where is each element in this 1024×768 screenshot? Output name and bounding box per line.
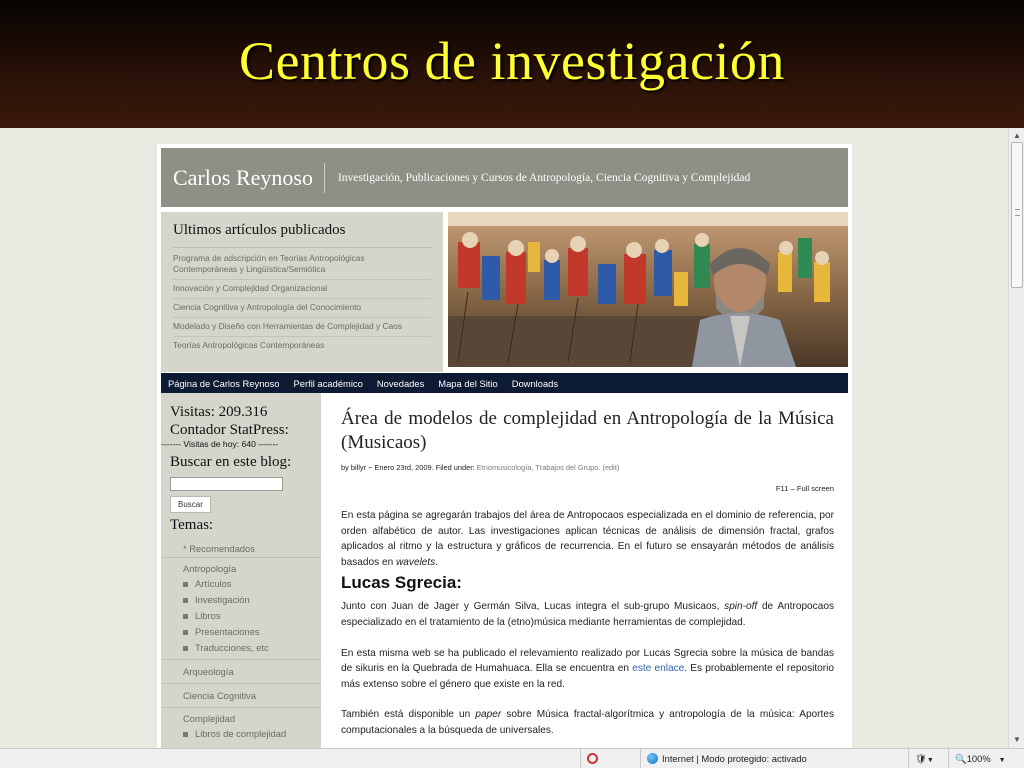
tema-ciencia-cognitiva[interactable]: Ciencia Cognitiva xyxy=(161,684,321,708)
tema-sub-item[interactable]: Libros de complejidad xyxy=(161,726,321,742)
tema-sub-item[interactable]: Libros xyxy=(161,608,321,624)
fullscreen-hint: F11 – Full screen xyxy=(775,484,834,493)
latest-articles-box xyxy=(161,212,443,372)
zoom-control[interactable]: 🔍100% ▼ xyxy=(948,749,1024,768)
bullet-icon xyxy=(183,598,188,603)
tema-group-complejidad xyxy=(161,708,321,745)
sidebar xyxy=(161,393,321,748)
tema-sub-item[interactable]: Investigación xyxy=(161,592,321,608)
article xyxy=(341,407,834,748)
grip-icon xyxy=(1015,209,1020,216)
tema-arqueologia[interactable]: Arqueología xyxy=(161,660,321,684)
bullet-icon xyxy=(183,732,188,737)
chevron-down-icon: ▼ xyxy=(926,757,934,764)
tema-complejidad[interactable]: Complejidad xyxy=(183,713,236,724)
article-paragraph: Junto con Juan de Jager y Germán Silva, Lucas integra el sub-grupo Musicaos, spin-off de Antropocaos especializado en el tratamiento de la (etno)música mediante herramientas de complejidad. xyxy=(341,601,834,628)
search-heading: Buscar en este blog: xyxy=(170,454,292,470)
article-paragraph: En esta misma web se ha publicado el relevamiento realizado por Lucas Sgrecia sobre la música de bandas de sikuris en la Quebrada de Humahuaca. Ella se encuentra en este enlace. Es probablemente el repositorio más extenso sobre el género que existe en la red. xyxy=(341,647,834,690)
bullet-icon xyxy=(183,614,188,619)
visits-count: Visitas: 209.316 xyxy=(170,404,268,420)
site-name[interactable]: Carlos Reynoso xyxy=(161,163,325,193)
scroll-thumb[interactable] xyxy=(1011,142,1023,288)
bullet-icon xyxy=(183,646,188,651)
security-zone[interactable]: Internet | Modo protegido: activado xyxy=(640,749,908,768)
latest-article-link[interactable]: Ciencia Cognitiva y Antropología del Conocimiento xyxy=(173,299,431,318)
browser-viewport xyxy=(0,128,1024,748)
nav-bar xyxy=(161,373,848,393)
latest-article-link[interactable]: Modelado y Diseño con Herramientas de Complejidad y Caos xyxy=(173,318,431,337)
nav-item-home[interactable]: Página de Carlos Reynoso xyxy=(168,377,280,389)
latest-article-link[interactable]: Teorías Antropológicas Contemporáneas xyxy=(173,340,325,350)
este-enlace-link[interactable]: este enlace xyxy=(632,663,685,675)
statpress-label: Contador StatPress: xyxy=(170,422,289,438)
slide-header xyxy=(0,0,1024,128)
shield-icon: 🛡 xyxy=(915,753,927,764)
tema-sub-item[interactable]: Presentaciones xyxy=(161,624,321,640)
visits-today: ------- Visitas de hoy: 640 ------- xyxy=(161,439,279,449)
privacy-icon xyxy=(587,753,598,764)
bullet-icon xyxy=(183,582,188,587)
privacy-section[interactable] xyxy=(580,749,640,768)
nav-item-sitemap[interactable]: Mapa del Sitio xyxy=(438,377,498,389)
temas-list xyxy=(161,540,321,745)
nav-item-profile[interactable]: Perfil académico xyxy=(293,377,363,389)
site-tagline: Investigación, Publicaciones y Cursos de Antropología, Ciencia Cognitiva y Complejidad xyxy=(337,171,751,184)
vertical-scrollbar[interactable] xyxy=(1008,128,1024,748)
article-paragraph: En esta página se agregarán trabajos del área de Antropocaos especializada en el dominio de referencia, por orden alfabético de autor. Las investigaciones aplican técnicas de análisis de dimensión fractal, grafos aplicados al ritmo y la estructura y gráficos de recurrencia. En el futuro se ensayarán métodos de análisis basados en wavelets. xyxy=(341,510,834,568)
bullet-icon xyxy=(183,630,188,635)
temas-heading: Temas: xyxy=(170,517,214,533)
nav-item-downloads[interactable]: Downloads xyxy=(511,377,559,389)
web-page xyxy=(157,144,852,748)
tema-sub-item[interactable]: Artículos xyxy=(161,576,321,592)
latest-article-link[interactable]: Innovación y Complejidad Organizacional xyxy=(173,280,431,299)
latest-article-link[interactable]: Programa de adscripción en Teorías Antropológicas Contemporáneas y Lingüística/Semiótica xyxy=(173,250,431,280)
article-categories[interactable]: Etnomusicología, Trabajos del Grupo. (edit) xyxy=(476,463,620,472)
scroll-down-icon[interactable]: ▼ xyxy=(1013,735,1021,744)
article-paragraph: También está disponible un paper sobre Música fractal-algorítmica y antropología de la música: Aportes computacionales a la búsqueda de universales. xyxy=(341,709,834,736)
slide-title: Centros de investigación xyxy=(239,31,785,91)
chevron-down-icon: ▼ xyxy=(998,757,1006,764)
tema-group-antropologia xyxy=(161,558,321,660)
article-title: Área de modelos de complejidad en Antropología de la Música (Musicaos) xyxy=(341,408,834,453)
search-input[interactable] xyxy=(170,477,283,491)
article-subheading: Lucas Sgrecia: xyxy=(341,573,462,593)
latest-articles-title: Ultimos artículos publicados xyxy=(173,222,431,248)
zoom-icon: 🔍 xyxy=(955,753,967,764)
search-button[interactable]: Buscar xyxy=(170,496,211,513)
tema-recomendados[interactable]: * Recomendados xyxy=(161,540,321,558)
globe-icon xyxy=(647,753,658,764)
nav-item-news[interactable]: Novedades xyxy=(376,377,425,389)
article-meta: by billyr ~ Enero 23rd, 2009. Filed under: Etnomusicología, Trabajos del Grupo. (edit) xyxy=(341,463,620,472)
status-bar xyxy=(0,748,1024,768)
tema-sub-item[interactable]: Traducciones, etc xyxy=(161,640,321,656)
site-header xyxy=(161,148,848,207)
protected-mode-toggle[interactable] xyxy=(908,749,948,768)
scroll-up-icon[interactable]: ▲ xyxy=(1013,131,1021,140)
tema-antropologia[interactable]: Antropología xyxy=(183,563,237,574)
header-photo xyxy=(448,212,848,367)
